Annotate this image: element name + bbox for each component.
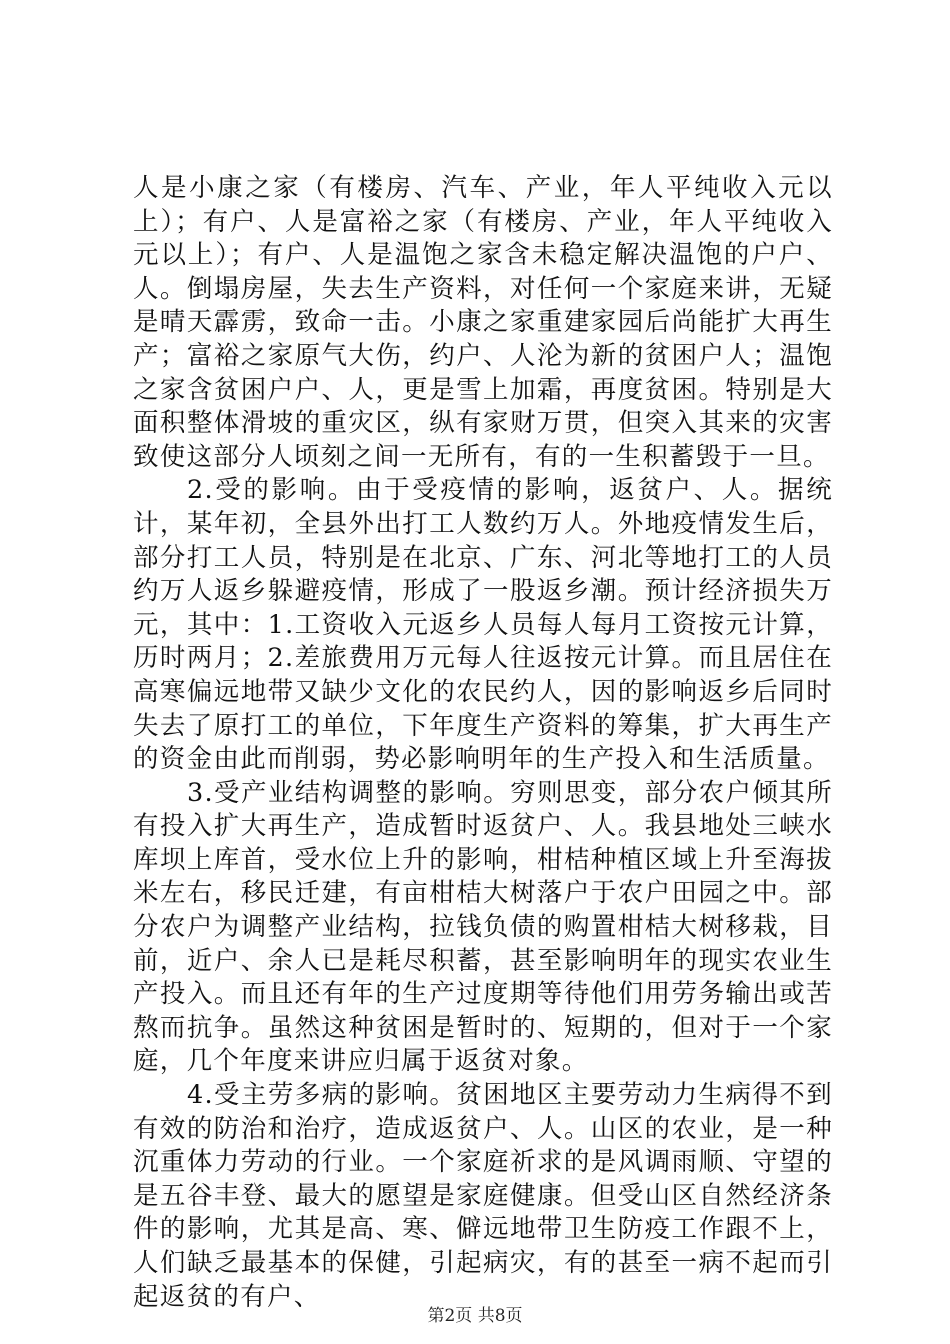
paragraph-item-4: 4.受主劳多病的影响。贫困地区主要劳动力生病得不到有效的防治和治疗，造成返贫户、人。山区的农业，是一种沉重体力劳动的行业。一个家庭祈求的是风调雨顺、守望的是五谷丰登、最大的愿望是家庭健康。但受山区自然经济条件的影响，尤其是高、寒、僻远地带卫生防疫工作跟不上，人们缺乏最基本的保健，引起病灾，有的甚至一病不起而引起返贫的有户、: [133, 1080, 833, 1312]
paragraph-continuation: 人是小康之家（有楼房、汽车、产业，年人平纯收入元以上）；有户、人是富裕之家（有楼房、产业，年人平纯收入元以上）；有户、人是温饱之家含未稳定解决温饱的户户、人。倒塌房屋，失去生产资料，对任何一个家庭来讲，无疑是晴天霹雳，致命一击。小康之家重建家园后尚能扩大再生产；富裕之家原气大伤，约户、人沦为新的贫困户人；温饱之家含贫困户户、人，更是雪上加霜，再度贫困。特别是大面积整体滑坡的重灾区，纵有家财万贯，但突入其来的灾害致使这部分人顷刻之间一无所有，有的一生积蓄毁于一旦。: [133, 173, 833, 472]
paragraph-item-2: 2.受的影响。由于受疫情的影响，返贫户、人。据统计，某年初，全县外出打工人数约万人。外地疫情发生后，部分打工人员，特别是在北京、广东、河北等地打工的人员约万人返乡躲避疫情，形成了一股返乡潮。预计经济损失万元，其中：1.工资收入元返乡人员每人每月工资按元计算，历时两月；2.差旅费用万元每人往返按元计算。而且居住在高寒偏远地带又缺少文化的农民约人，因的影响返乡后同时失去了原打工的单位，下年度生产资料的筹集，扩大再生产的资金由此而削弱，势必影响明年的生产投入和生活质量。: [133, 475, 833, 775]
document-body: [133, 172, 833, 1314]
paragraph-item-3: 3.受产业结构调整的影响。穷则思变，部分农户倾其所有投入扩大再生产，造成暂时返贫户、人。我县地处三峡水库坝上库首，受水位上升的影响，柑桔种植区域上升至海拔米左右，移民迁建，有亩柑桔大树落户于农户田园之中。部分农户为调整产业结构，拉钱负债的购置柑桔大树移栽，目前，近户、余人已是耗尽积蓄，甚至影响明年的现实农业生产投入。而且还有年的生产过度期等待他们用劳务输出或苦熬而抗争。虽然这种贫困是暂时的、短期的，但对于一个家庭，几个年度来讲应归属于返贫对象。: [133, 777, 833, 1077]
page-number-footer: 第2页 共8页: [427, 1306, 523, 1326]
